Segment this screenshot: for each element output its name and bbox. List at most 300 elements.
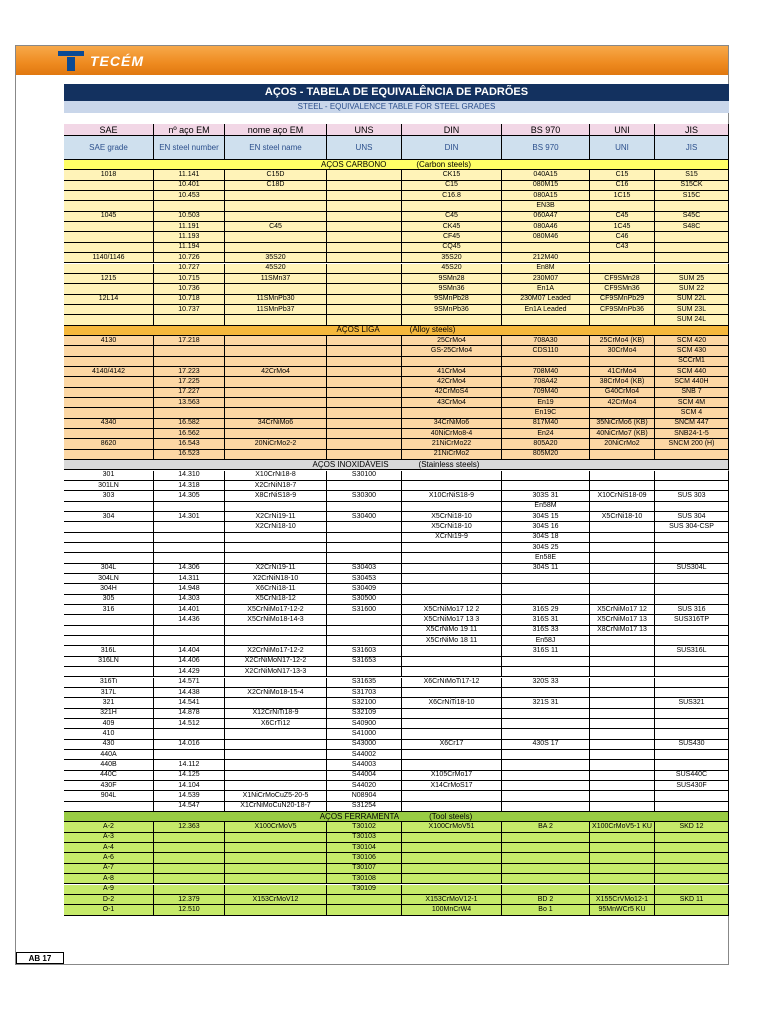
stainless-cell-din (402, 595, 502, 605)
stainless-cell-en-name: X2CrNiMoN17-13-3 (225, 667, 327, 677)
stainless-cell-uns: S44004 (327, 771, 402, 781)
equivalence-table (64, 124, 729, 962)
liga-cell-en-number: 16.562 (154, 429, 225, 439)
liga-cell-jis: SNB 7 (655, 388, 729, 398)
tool-cell-jis (655, 905, 729, 915)
stainless-cell-din: X6CrNiTi18-10 (402, 698, 502, 708)
stainless-cell-din (402, 709, 502, 719)
carbon-cell-uni: CF9SMn36 (590, 284, 655, 294)
stainless-cell-jis (655, 533, 729, 543)
stainless-cell-en-name (225, 760, 327, 770)
tool-cell-jis: SKD 12 (655, 822, 729, 832)
stainless-cell-uns: S44020 (327, 781, 402, 791)
liga-cell-uni (590, 450, 655, 460)
stainless-cell-jis (655, 729, 729, 739)
carbon-cell-jis: S45C (655, 212, 729, 222)
tool-cell-uns: T30108 (327, 874, 402, 884)
carbon-cell-en-number: 10.736 (154, 284, 225, 294)
stainless-cell-en-number (154, 502, 225, 512)
carbon-cell-bs970: En8M (502, 264, 590, 274)
tool-cell-din: 100MnCrW4 (402, 905, 502, 915)
stainless-cell-jis: SUS 303 (655, 491, 729, 501)
stainless-cell-en-name (225, 636, 327, 646)
tool-cell-sae: D-2 (64, 895, 154, 905)
stainless-cell-din (402, 481, 502, 491)
tool-cell-en-name: X100CrMoV5 (225, 822, 327, 832)
stainless-cell-bs970: 316S 29 (502, 605, 590, 615)
carbon-cell-bs970: 060A47 (502, 212, 590, 222)
stainless-cell-bs970: 316S 31 (502, 615, 590, 625)
stainless-cell-en-number: 14.112 (154, 760, 225, 770)
tool-cell-en-number: 12.379 (154, 895, 225, 905)
stainless-cell-uni (590, 678, 655, 688)
stainless-cell-jis: SUS440C (655, 771, 729, 781)
stainless-cell-jis (655, 471, 729, 481)
liga-cell-en-name (225, 398, 327, 408)
stainless-cell-en-number: 14.104 (154, 781, 225, 791)
tool-cell-din (402, 874, 502, 884)
carbon-cell-din: C45 (402, 212, 502, 222)
carbon-cell-uni (590, 264, 655, 274)
tool-cell-uni (590, 853, 655, 863)
liga-cell-jis: SCM 4M (655, 398, 729, 408)
header-din: DIN (402, 124, 502, 136)
stainless-cell-sae: 304LN (64, 574, 154, 584)
header-uns: UNS (327, 124, 402, 136)
carbon-cell-en-name (225, 243, 327, 253)
carbon-cell-bs970: 080M46 (502, 232, 590, 242)
stainless-cell-en-number: 14.539 (154, 791, 225, 801)
liga-cell-bs970: 708A30 (502, 336, 590, 346)
stainless-cell-en-name: X6CrNi18-11 (225, 584, 327, 594)
tool-cell-sae: O-1 (64, 905, 154, 915)
stainless-cell-en-number: 14.310 (154, 471, 225, 481)
carbon-cell-uni: CF9SMn28 (590, 274, 655, 284)
subheader-jis: JIS (655, 136, 729, 160)
tecem-logo-icon (58, 51, 84, 71)
stainless-cell-bs970 (502, 667, 590, 677)
stainless-cell-bs970: 320S 33 (502, 678, 590, 688)
liga-cell-sae: 4130 (64, 336, 154, 346)
stainless-cell-en-name: X6CrTi12 (225, 719, 327, 729)
tool-cell-uns: T30103 (327, 833, 402, 843)
tool-cell-jis (655, 864, 729, 874)
carbon-cell-din: 9SMnPb28 (402, 295, 502, 305)
stainless-cell-en-number: 14.306 (154, 564, 225, 574)
section-header-stainless (64, 460, 729, 470)
carbon-cell-uni: C46 (590, 232, 655, 242)
carbon-cell-uni: 1C15 (590, 191, 655, 201)
header-en-number: nº aço EM (154, 124, 225, 136)
stainless-cell-uni (590, 595, 655, 605)
tool-cell-en-number (154, 853, 225, 863)
carbon-cell-uns (327, 305, 402, 315)
carbon-cell-uni (590, 315, 655, 325)
stainless-cell-uni (590, 553, 655, 563)
page-title: AÇOS - TABELA DE EQUIVALÊNCIA DE PADRÕES (64, 84, 729, 101)
carbon-cell-sae (64, 315, 154, 325)
stainless-cell-uni (590, 646, 655, 656)
carbon-cell-en-name (225, 315, 327, 325)
tool-cell-en-number: 12.363 (154, 822, 225, 832)
carbon-cell-sae (64, 264, 154, 274)
stainless-cell-en-name (225, 678, 327, 688)
stainless-cell-en-name (225, 698, 327, 708)
tool-cell-en-name (225, 885, 327, 895)
liga-cell-uni: 42CrMo4 (590, 398, 655, 408)
liga-cell-jis: SNCM 447 (655, 419, 729, 429)
tool-cell-din (402, 853, 502, 863)
carbon-cell-uns (327, 212, 402, 222)
stainless-cell-uns: S31635 (327, 678, 402, 688)
liga-cell-bs970: 805A20 (502, 439, 590, 449)
carbon-cell-bs970 (502, 315, 590, 325)
carbon-cell-jis: SUM 22L (655, 295, 729, 305)
stainless-cell-din (402, 760, 502, 770)
carbon-cell-en-name: C15D (225, 170, 327, 180)
tool-cell-jis (655, 885, 729, 895)
carbon-cell-uni: C16 (590, 181, 655, 191)
section-title-en: (Carbon steels) (416, 160, 472, 169)
header-jis: JIS (655, 124, 729, 136)
carbon-cell-bs970: 080A15 (502, 191, 590, 201)
stainless-cell-din (402, 574, 502, 584)
stainless-cell-en-name: X5CrNiMo18-14-3 (225, 615, 327, 625)
tool-cell-sae: A-8 (64, 874, 154, 884)
carbon-cell-din: CK15 (402, 170, 502, 180)
carbon-cell-sae: 1018 (64, 170, 154, 180)
stainless-cell-uns (327, 667, 402, 677)
stainless-cell-uns: S30500 (327, 595, 402, 605)
liga-cell-bs970: 708A42 (502, 377, 590, 387)
stainless-cell-en-name: X2CrNi19-11 (225, 564, 327, 574)
liga-cell-sae: 8620 (64, 439, 154, 449)
stainless-cell-uni (590, 740, 655, 750)
carbon-cell-en-number: 10.726 (154, 253, 225, 263)
carbon-cell-uni (590, 201, 655, 211)
carbon-cell-sae: 1045 (64, 212, 154, 222)
carbon-cell-en-name: 11SMn37 (225, 274, 327, 284)
liga-cell-en-number: 17.223 (154, 367, 225, 377)
stainless-cell-uns: S31600 (327, 605, 402, 615)
carbon-cell-jis (655, 232, 729, 242)
liga-cell-uni (590, 357, 655, 367)
carbon-cell-sae (64, 222, 154, 232)
liga-cell-uni: 41CrMo4 (590, 367, 655, 377)
stainless-cell-en-name (225, 771, 327, 781)
stainless-cell-en-name (225, 533, 327, 543)
stainless-cell-bs970 (502, 802, 590, 812)
stainless-cell-bs970: 304S 11 (502, 564, 590, 574)
stainless-cell-din: X6CrNiMoTi17-12 (402, 678, 502, 688)
section-header-liga (64, 326, 729, 336)
header-uni: UNI (590, 124, 655, 136)
tool-cell-uns (327, 905, 402, 915)
tool-cell-uni (590, 874, 655, 884)
stainless-cell-bs970: 430S 17 (502, 740, 590, 750)
carbon-cell-uns (327, 253, 402, 263)
stainless-cell-uni (590, 522, 655, 532)
liga-cell-sae (64, 408, 154, 418)
tool-cell-uns: T30104 (327, 843, 402, 853)
stainless-cell-en-number: 14.305 (154, 491, 225, 501)
tool-cell-din (402, 885, 502, 895)
tool-cell-jis (655, 833, 729, 843)
stainless-cell-sae: 316 (64, 605, 154, 615)
carbon-cell-en-number: 11.141 (154, 170, 225, 180)
stainless-cell-en-name (225, 502, 327, 512)
stainless-cell-en-number: 14.948 (154, 584, 225, 594)
tool-cell-uns (327, 895, 402, 905)
liga-cell-uns (327, 408, 402, 418)
liga-cell-bs970 (502, 357, 590, 367)
stainless-cell-jis (655, 657, 729, 667)
liga-cell-en-number: 16.582 (154, 419, 225, 429)
section-header-carbon (64, 160, 729, 170)
carbon-cell-sae (64, 243, 154, 253)
carbon-cell-din: 45S20 (402, 264, 502, 274)
stainless-cell-en-number: 14.547 (154, 802, 225, 812)
section-title: AÇOS INOXIDÁVEIS (312, 460, 389, 469)
stainless-cell-jis (655, 678, 729, 688)
tool-cell-uns: T30106 (327, 853, 402, 863)
section-header-tool (64, 812, 729, 822)
carbon-cell-en-number (154, 201, 225, 211)
stainless-cell-sae (64, 626, 154, 636)
stainless-cell-en-number: 14.301 (154, 512, 225, 522)
stainless-cell-en-name: X2CrNiN18-7 (225, 481, 327, 491)
stainless-cell-uni (590, 791, 655, 801)
liga-cell-uns (327, 367, 402, 377)
tool-cell-en-number: 12.510 (154, 905, 225, 915)
liga-cell-din: 43CrMo4 (402, 398, 502, 408)
stainless-cell-bs970 (502, 729, 590, 739)
stainless-cell-jis (655, 636, 729, 646)
stainless-cell-uni (590, 657, 655, 667)
liga-cell-bs970: En19 (502, 398, 590, 408)
stainless-cell-din (402, 688, 502, 698)
stainless-cell-bs970 (502, 584, 590, 594)
tool-cell-bs970 (502, 853, 590, 863)
tool-cell-uni: X155CrVMo12-1 (590, 895, 655, 905)
stainless-cell-sae: 304H (64, 584, 154, 594)
stainless-cell-uns: S30400 (327, 512, 402, 522)
carbon-cell-en-name: 11SMnPb37 (225, 305, 327, 315)
subheader-en-name: EN steel name (225, 136, 327, 160)
stainless-cell-en-name (225, 781, 327, 791)
stainless-cell-uni (590, 481, 655, 491)
stainless-cell-en-number: 14.429 (154, 667, 225, 677)
stainless-cell-uns (327, 522, 402, 532)
liga-cell-en-name (225, 336, 327, 346)
tool-cell-bs970 (502, 864, 590, 874)
stainless-cell-en-number (154, 729, 225, 739)
stainless-cell-sae: 316Ti (64, 678, 154, 688)
carbon-cell-sae (64, 232, 154, 242)
liga-cell-din: 25CrMo4 (402, 336, 502, 346)
stainless-cell-bs970: 304S 25 (502, 543, 590, 553)
section-title-en: (Alloy steels) (409, 325, 456, 335)
stainless-cell-uns: S30100 (327, 471, 402, 481)
subheader-din: DIN (402, 136, 502, 160)
stainless-cell-jis: SUS 304 (655, 512, 729, 522)
stainless-cell-din: X105CrMo17 (402, 771, 502, 781)
carbon-cell-bs970: 080A46 (502, 222, 590, 232)
stainless-cell-en-name: X2CrNiMo18-15-4 (225, 688, 327, 698)
tool-cell-bs970 (502, 874, 590, 884)
stainless-cell-jis: SUS430 (655, 740, 729, 750)
tool-cell-bs970 (502, 833, 590, 843)
stainless-cell-uni (590, 771, 655, 781)
stainless-cell-en-name (225, 626, 327, 636)
stainless-cell-uns (327, 502, 402, 512)
stainless-cell-en-number: 14.438 (154, 688, 225, 698)
tool-cell-jis: SKD 11 (655, 895, 729, 905)
tool-cell-din: X100CrMoV51 (402, 822, 502, 832)
carbon-cell-en-number: 10.503 (154, 212, 225, 222)
liga-cell-bs970: En19C (502, 408, 590, 418)
liga-cell-en-number: 17.227 (154, 388, 225, 398)
stainless-cell-jis (655, 584, 729, 594)
stainless-cell-en-number (154, 750, 225, 760)
tool-cell-uni (590, 843, 655, 853)
liga-cell-uns (327, 450, 402, 460)
stainless-cell-jis (655, 709, 729, 719)
liga-cell-uns (327, 346, 402, 356)
stainless-cell-sae: 440B (64, 760, 154, 770)
brand-name: TECÉM (90, 53, 144, 69)
liga-cell-en-number: 13.563 (154, 398, 225, 408)
liga-cell-sae: 4340 (64, 419, 154, 429)
stainless-cell-bs970: 321S 31 (502, 698, 590, 708)
carbon-cell-jis: SUM 25 (655, 274, 729, 284)
liga-cell-uns (327, 357, 402, 367)
carbon-cell-bs970 (502, 243, 590, 253)
carbon-cell-en-number: 10.401 (154, 181, 225, 191)
liga-cell-sae (64, 450, 154, 460)
stainless-cell-din (402, 750, 502, 760)
liga-cell-sae (64, 377, 154, 387)
carbon-cell-jis (655, 253, 729, 263)
stainless-cell-uns: S41000 (327, 729, 402, 739)
stainless-cell-bs970 (502, 688, 590, 698)
stainless-cell-din: X5CrNi18-10 (402, 512, 502, 522)
tool-cell-bs970 (502, 885, 590, 895)
carbon-cell-jis: S15CK (655, 181, 729, 191)
liga-cell-jis: SCM 440H (655, 377, 729, 387)
stainless-cell-en-number: 14.406 (154, 657, 225, 667)
liga-cell-en-name (225, 346, 327, 356)
carbon-cell-uni: C45 (590, 212, 655, 222)
tool-cell-uns: T30102 (327, 822, 402, 832)
liga-cell-uns (327, 377, 402, 387)
liga-cell-jis: SCM 4 (655, 408, 729, 418)
liga-cell-jis (655, 450, 729, 460)
tool-cell-sae: A-3 (64, 833, 154, 843)
section-title: AÇOS CARBONO (320, 160, 387, 169)
stainless-cell-en-name (225, 553, 327, 563)
stainless-cell-en-number (154, 543, 225, 553)
stainless-cell-din (402, 543, 502, 553)
carbon-cell-bs970: 040A15 (502, 170, 590, 180)
tool-cell-uns: T30107 (327, 864, 402, 874)
stainless-cell-bs970: En58M (502, 502, 590, 512)
stainless-cell-bs970 (502, 791, 590, 801)
stainless-cell-uni (590, 781, 655, 791)
tool-cell-en-name (225, 864, 327, 874)
stainless-cell-din: X5CrNiMo 19 11 (402, 626, 502, 636)
stainless-cell-sae: 317L (64, 688, 154, 698)
carbon-cell-jis: S15 (655, 170, 729, 180)
carbon-cell-sae: 1140/1146 (64, 253, 154, 263)
liga-cell-jis: SCM 430 (655, 346, 729, 356)
page-subtitle: STEEL - EQUIVALENCE TABLE FOR STEEL GRADES (64, 101, 729, 113)
carbon-cell-en-number: 11.193 (154, 232, 225, 242)
stainless-cell-sae: 316L (64, 646, 154, 656)
stainless-cell-bs970: En58E (502, 553, 590, 563)
stainless-cell-sae: 301 (64, 471, 154, 481)
stainless-cell-uns: S40900 (327, 719, 402, 729)
carbon-cell-jis (655, 201, 729, 211)
carbon-cell-sae (64, 305, 154, 315)
stainless-cell-en-number: 14.436 (154, 615, 225, 625)
liga-cell-bs970: 817M40 (502, 419, 590, 429)
stainless-cell-uni (590, 719, 655, 729)
carbon-cell-sae (64, 201, 154, 211)
liga-cell-en-name (225, 408, 327, 418)
carbon-cell-uns (327, 232, 402, 242)
stainless-cell-uni (590, 471, 655, 481)
liga-cell-en-number (154, 346, 225, 356)
stainless-cell-uns: S30409 (327, 584, 402, 594)
carbon-cell-din: CK45 (402, 222, 502, 232)
stainless-cell-jis (655, 626, 729, 636)
tool-cell-uns: T30109 (327, 885, 402, 895)
stainless-cell-din: X5CrNiMo 18 11 (402, 636, 502, 646)
liga-cell-en-number: 17.218 (154, 336, 225, 346)
carbon-cell-en-number: 10.453 (154, 191, 225, 201)
tool-cell-en-number (154, 864, 225, 874)
stainless-cell-bs970: En58J (502, 636, 590, 646)
stainless-cell-bs970 (502, 657, 590, 667)
tool-cell-en-name: X153CrMoV12 (225, 895, 327, 905)
stainless-cell-en-name: X8CrNiS18-9 (225, 491, 327, 501)
stainless-cell-jis: SUS 316 (655, 605, 729, 615)
stainless-cell-sae: 409 (64, 719, 154, 729)
stainless-cell-jis (655, 574, 729, 584)
liga-cell-uni: 30CrMo4 (590, 346, 655, 356)
stainless-cell-en-name: X5CrNiMo17-12-2 (225, 605, 327, 615)
stainless-cell-sae: 430F (64, 781, 154, 791)
carbon-cell-en-name: C18D (225, 181, 327, 191)
stainless-cell-jis (655, 553, 729, 563)
stainless-cell-en-number: 14.878 (154, 709, 225, 719)
stainless-cell-en-name: X2CrNi18-10 (225, 522, 327, 532)
tool-cell-din (402, 843, 502, 853)
stainless-cell-din (402, 729, 502, 739)
stainless-cell-bs970 (502, 574, 590, 584)
tool-cell-en-number (154, 874, 225, 884)
carbon-cell-uns (327, 201, 402, 211)
tool-cell-sae: A-2 (64, 822, 154, 832)
stainless-cell-uni: X10CrNiS18-09 (590, 491, 655, 501)
stainless-cell-uni (590, 636, 655, 646)
stainless-cell-sae: 321H (64, 709, 154, 719)
header-bs970: BS 970 (502, 124, 590, 136)
liga-cell-en-name (225, 377, 327, 387)
stainless-cell-sae: 440A (64, 750, 154, 760)
stainless-cell-jis: SUS316TP (655, 615, 729, 625)
